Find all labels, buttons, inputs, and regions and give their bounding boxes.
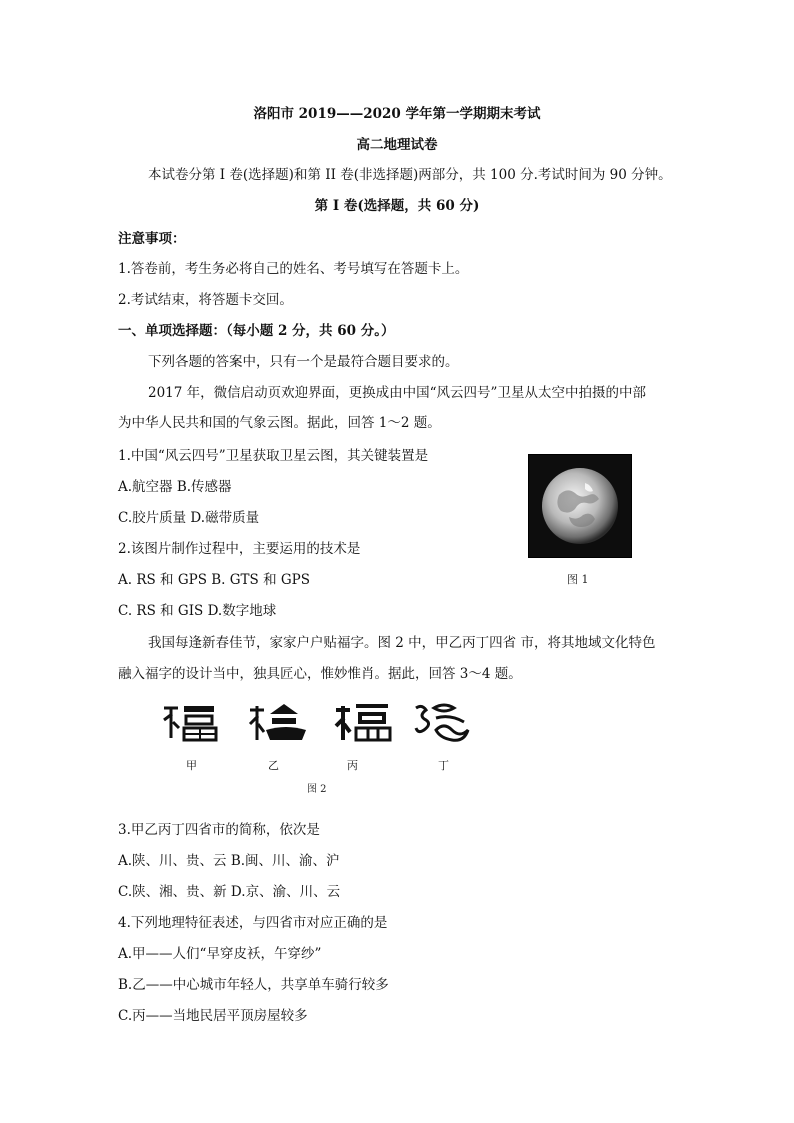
q2-options-cd: C. RS 和 GIS D.数字地球 (118, 603, 277, 619)
q2-options-ab: A. RS 和 GPS B. GTS 和 GPS (118, 572, 310, 588)
q3-stem: 3.甲乙丙丁四省市的简称，依次是 (118, 822, 320, 838)
exam-title: 洛阳市 2019——2020 学年第一学期期末考试 (253, 106, 541, 122)
passage2-line1: 我国每逢新春佳节，家家户户贴福字。图 2 中，甲乙丙丁四省 市，将其地域文化特色 (148, 635, 656, 651)
figure2-label-ding: 丁 (438, 759, 449, 772)
passage1-line1: 2017 年，微信启动页欢迎界面，更换成由中国“风云四号”卫星从太空中拍摄的中部 (148, 385, 646, 401)
q4-option-a: A.甲——人们“早穿皮袄，午穿纱” (118, 946, 322, 962)
passage1-line2: 为中华人民共和国的气象云图。据此，回答 1～2 题。 (118, 415, 441, 431)
fu-characters-figure (160, 700, 480, 748)
q1-stem: 1.中国“风云四号”卫星获取卫星云图，其关键装置是 (118, 448, 429, 464)
fu-character-ding-icon (410, 700, 472, 744)
passage2-line2: 融入福字的设计当中，独具匠心，惟妙惟肖。据此，回答 3～4 题。 (118, 666, 522, 682)
part1-title: 第 I 卷(选择题，共 60 分) (314, 198, 480, 214)
section1-heading: 一、单项选择题：（每小题 2 分，共 60 分。） (118, 323, 395, 339)
earth-satellite-image (528, 454, 632, 558)
earth-globe-icon (529, 455, 631, 557)
section1-instruction: 下列各题的答案中，只有一个是最符合题目要求的。 (148, 354, 459, 370)
figure2-label-jia: 甲 (186, 759, 197, 772)
fu-character-bing-icon (332, 700, 394, 744)
q2-stem: 2.该图片制作过程中，主要运用的技术是 (118, 541, 361, 557)
figure2-label-yi: 乙 (268, 759, 279, 772)
q3-options-ab: A.陕、川、贵、云 B.闽、川、渝、沪 (118, 853, 340, 869)
q4-option-b: B.乙——中心城市年轻人，共享单车骑行较多 (118, 977, 389, 993)
fu-character-jia-icon (160, 700, 222, 744)
notice-item-1: 1.答卷前，考生务必将自己的姓名、考号填写在答题卡上。 (118, 261, 469, 277)
q4-stem: 4.下列地理特征表述，与四省市对应正确的是 (118, 915, 388, 931)
q1-options-cd: C.胶片质量 D.磁带质量 (118, 510, 260, 526)
exam-intro: 本试卷分第 I 卷(选择题)和第 II 卷(非选择题)两部分，共 100 分.考试时间为 90 分钟。 (148, 167, 672, 183)
q4-option-c: C.丙——当地民居平顶房屋较多 (118, 1008, 308, 1024)
figure2-label-bing: 丙 (347, 759, 358, 772)
figure2-caption: 图 2 (307, 784, 327, 795)
q1-options-ab: A.航空器 B.传感器 (118, 479, 232, 495)
notice-heading: 注意事项： (118, 231, 186, 247)
fu-character-yi-icon (246, 700, 308, 744)
figure1-caption: 图 1 (567, 573, 589, 586)
notice-item-2: 2.考试结束，将答题卡交回。 (118, 292, 293, 308)
q3-options-cd: C.陕、湘、贵、新 D.京、渝、川、云 (118, 884, 341, 900)
exam-subject: 高二地理试卷 (356, 137, 438, 153)
